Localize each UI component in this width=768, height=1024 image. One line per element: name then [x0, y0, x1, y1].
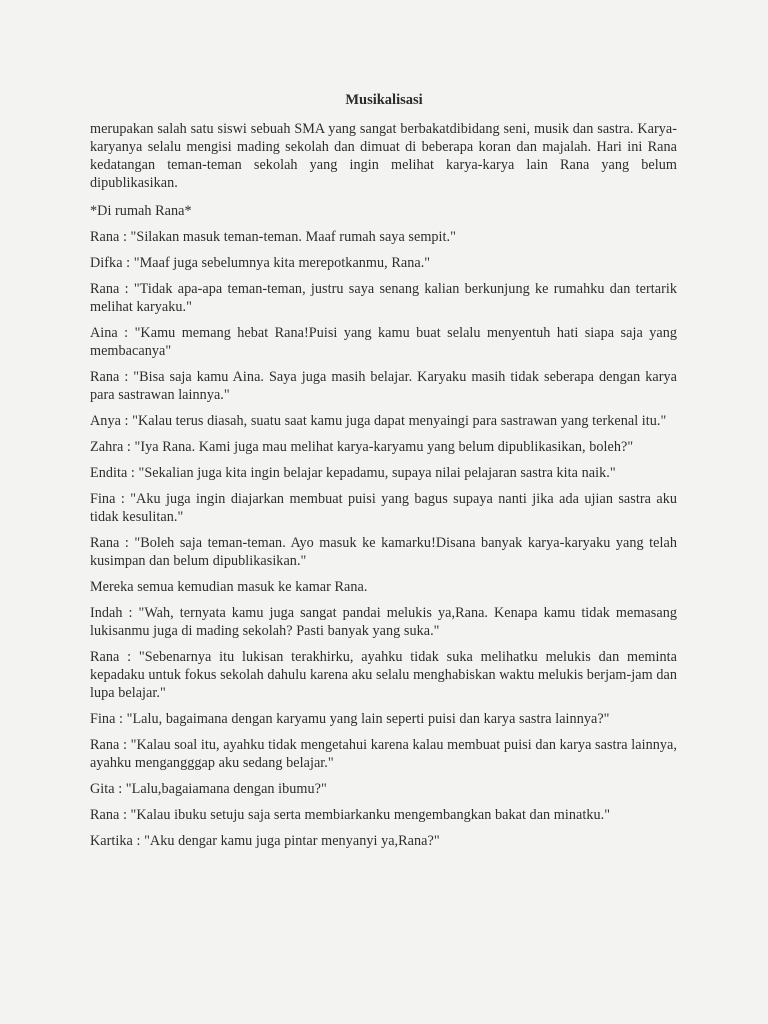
document-title: Musikalisasi — [345, 92, 423, 108]
dialogue-line: Anya : "Kalau terus diasah, suatu saat kamu juga dapat menyaingi para sastrawan yang terkenal itu." — [90, 413, 667, 429]
scene-heading: *Di rumah Rana* — [90, 203, 192, 219]
dialogue-line: Rana : "Boleh saja teman-teman. Ayo masuk ke kamarku!Disana banyak karya-karyaku yang telah kusimpan dan belum dipublikasikan." — [90, 535, 677, 569]
dialogue-line: Rana : "Bisa saja kamu Aina. Saya juga masih belajar. Karyaku masih tidak seberapa dengan karya para sastrawan lainnya." — [90, 369, 677, 403]
dialogue-line: Fina : "Lalu, bagaimana dengan karyamu yang lain seperti puisi dan karya sastra lainnya?" — [90, 711, 610, 727]
dialogue-line: Kartika : "Aku dengar kamu juga pintar menyanyi ya,Rana?" — [90, 833, 440, 849]
dialogue-line: Rana : "Kalau ibuku setuju saja serta membiarkanku mengembangkan bakat dan minatku." — [90, 807, 611, 823]
dialogue-line: Gita : "Lalu,bagaiamana dengan ibumu?" — [90, 781, 327, 797]
dialogue-line: Difka : "Maaf juga sebelumnya kita merepotkanmu, Rana." — [90, 255, 431, 271]
document-body — [90, 120, 677, 858]
dialogue-line: Rana : "Tidak apa-apa teman-teman, justru saya senang kalian berkunjung ke rumahku dan tertarik melihat karyaku." — [90, 281, 677, 315]
dialogue-line: Rana : "Kalau soal itu, ayahku tidak mengetahui karena kalau membuat puisi dan karya sastra lainnya, ayahku mengangggap aku sedang belajar." — [90, 737, 677, 771]
narration-line: Mereka semua kemudian masuk ke kamar Rana. — [90, 579, 368, 595]
dialogue-line: Aina : "Kamu memang hebat Rana!Puisi yang kamu buat selalu menyentuh hati siapa saja yang membacanya" — [90, 325, 677, 359]
dialogue-line: Endita : "Sekalian juga kita ingin belajar kepadamu, supaya nilai pelajaran sastra kita naik." — [90, 465, 616, 481]
dialogue-line: Indah : "Wah, ternyata kamu juga sangat pandai melukis ya,Rana. Kenapa kamu tidak memasang lukisanmu juga di mading sekolah? Pasti banyak yang suka." — [90, 605, 677, 639]
intro-paragraph: merupakan salah satu siswi sebuah SMA yang sangat berbakatdibidang seni, musik dan sastra. Karya-karyanya selalu mengisi mading sekolah dan dimuat di beberapa koran dan majalah. Hari ini Rana kedatangan teman-teman sekolah yang ingin melihat karya-karya lain Rana yang belum dipublikasikan. — [90, 121, 677, 191]
dialogue-line: Fina : "Aku juga ingin diajarkan membuat puisi yang bagus supaya nanti jika ada ujian sastra aku tidak kesulitan." — [90, 491, 677, 525]
dialogue-line: Rana : "Silakan masuk teman-teman. Maaf rumah saya sempit." — [90, 229, 456, 245]
dialogue-line: Zahra : "Iya Rana. Kami juga mau melihat karya-karyamu yang belum dipublikasikan, boleh?" — [90, 439, 634, 455]
dialogue-line: Rana : "Sebenarnya itu lukisan terakhirku, ayahku tidak suka melihatku melukis dan meminta kepadaku untuk fokus sekolah dahulu karena aku selalu menghabiskan waktu melukis berjam-jam dan lupa belajar." — [90, 649, 677, 701]
